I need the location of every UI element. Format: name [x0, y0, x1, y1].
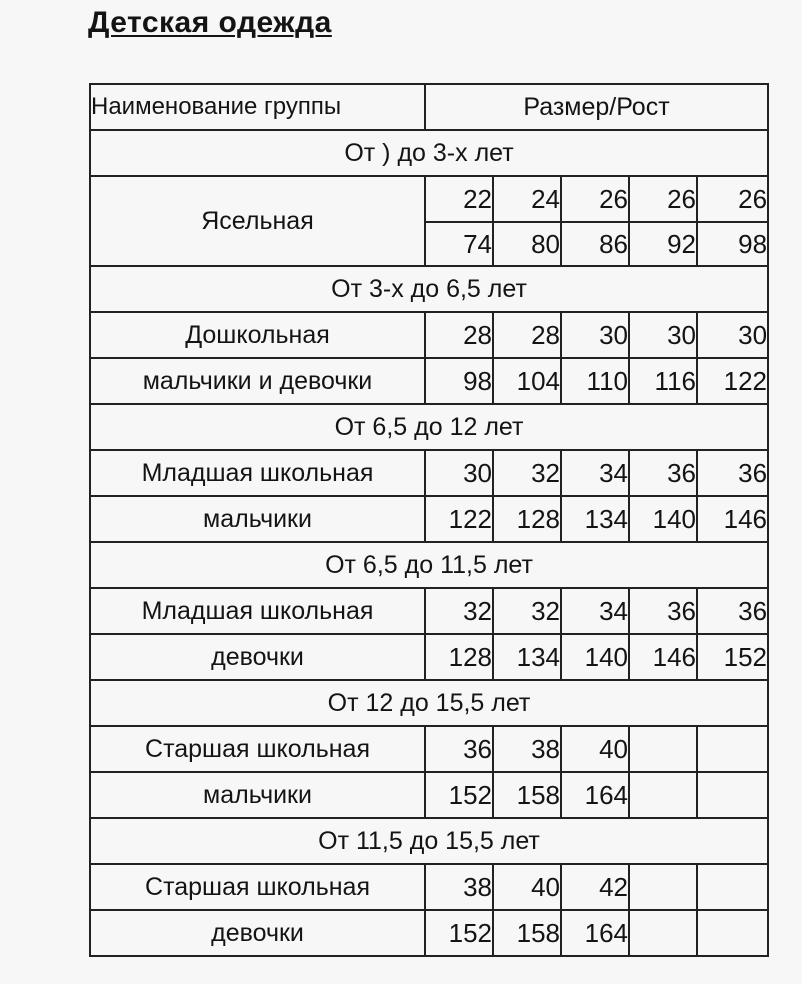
height-cell: 122 — [697, 358, 768, 404]
size-cell: 36 — [697, 588, 768, 634]
size-cell: 28 — [425, 312, 493, 358]
height-cell: 110 — [561, 358, 629, 404]
height-cell: 86 — [561, 222, 629, 266]
height-row — [90, 634, 768, 680]
group-subtitle: мальчики и девочки — [90, 358, 425, 404]
size-cell: 40 — [561, 726, 629, 772]
height-cell: 164 — [561, 772, 629, 818]
group-name: Младшая школьная — [90, 450, 425, 496]
header-row — [90, 84, 768, 130]
height-cell: 152 — [425, 772, 493, 818]
age-band-row — [90, 266, 768, 312]
group-subtitle: девочки — [90, 634, 425, 680]
size-cell: 28 — [493, 312, 561, 358]
height-cell — [697, 910, 768, 956]
height-cell: 134 — [493, 634, 561, 680]
age-band: От 11,5 до 15,5 лет — [90, 818, 768, 864]
size-row — [90, 450, 768, 496]
size-cell: 30 — [697, 312, 768, 358]
size-cell: 32 — [493, 450, 561, 496]
age-band: От 6,5 до 11,5 лет — [90, 542, 768, 588]
group-name: Ясельная — [90, 176, 425, 266]
height-cell: 74 — [425, 222, 493, 266]
age-band-row — [90, 404, 768, 450]
group-subtitle: мальчики — [90, 772, 425, 818]
size-cell: 42 — [561, 864, 629, 910]
height-cell: 92 — [629, 222, 697, 266]
size-cell: 38 — [425, 864, 493, 910]
size-cell: 24 — [493, 176, 561, 222]
size-cell: 30 — [629, 312, 697, 358]
height-cell: 152 — [697, 634, 768, 680]
group-name: Старшая школьная — [90, 864, 425, 910]
size-cell: 34 — [561, 450, 629, 496]
size-row — [90, 588, 768, 634]
height-row — [90, 910, 768, 956]
height-cell: 116 — [629, 358, 697, 404]
height-cell: 98 — [425, 358, 493, 404]
header-size-cell: Размер/Рост — [425, 84, 768, 130]
age-band-row — [90, 130, 768, 176]
size-cell — [629, 726, 697, 772]
size-cell — [629, 864, 697, 910]
size-table — [89, 83, 769, 957]
header-group-cell: Наименование группы — [90, 84, 425, 130]
size-cell: 36 — [629, 588, 697, 634]
size-cell: 26 — [629, 176, 697, 222]
size-cell: 30 — [561, 312, 629, 358]
height-cell: 140 — [629, 496, 697, 542]
size-cell — [697, 726, 768, 772]
group-subtitle: девочки — [90, 910, 425, 956]
height-cell: 134 — [561, 496, 629, 542]
size-cell: 34 — [561, 588, 629, 634]
height-cell: 128 — [425, 634, 493, 680]
size-cell: 32 — [425, 588, 493, 634]
height-cell — [629, 910, 697, 956]
height-cell: 146 — [629, 634, 697, 680]
group-name: Старшая школьная — [90, 726, 425, 772]
size-row — [90, 726, 768, 772]
height-cell — [629, 772, 697, 818]
height-row — [90, 772, 768, 818]
height-cell: 146 — [697, 496, 768, 542]
height-cell: 140 — [561, 634, 629, 680]
group-name: Младшая школьная — [90, 588, 425, 634]
height-row — [90, 496, 768, 542]
height-cell — [697, 772, 768, 818]
age-band-row — [90, 818, 768, 864]
size-cell: 26 — [561, 176, 629, 222]
group-subtitle: мальчики — [90, 496, 425, 542]
size-cell: 30 — [425, 450, 493, 496]
size-cell: 36 — [425, 726, 493, 772]
size-cell: 36 — [629, 450, 697, 496]
size-cell: 38 — [493, 726, 561, 772]
height-cell: 158 — [493, 910, 561, 956]
height-row — [90, 358, 768, 404]
size-cell: 36 — [697, 450, 768, 496]
age-band: От 12 до 15,5 лет — [90, 680, 768, 726]
size-row — [90, 864, 768, 910]
age-band-row — [90, 680, 768, 726]
height-cell: 98 — [697, 222, 768, 266]
size-cell — [697, 864, 768, 910]
size-row — [90, 176, 768, 222]
size-cell: 22 — [425, 176, 493, 222]
group-name: Дошкольная — [90, 312, 425, 358]
size-table-body — [90, 84, 768, 956]
height-cell: 158 — [493, 772, 561, 818]
height-cell: 164 — [561, 910, 629, 956]
page-title: Детская одежда — [88, 6, 332, 39]
age-band-row — [90, 542, 768, 588]
size-row — [90, 312, 768, 358]
height-cell: 122 — [425, 496, 493, 542]
size-cell: 26 — [697, 176, 768, 222]
age-band: От ) до 3-х лет — [90, 130, 768, 176]
age-band: От 6,5 до 12 лет — [90, 404, 768, 450]
height-cell: 104 — [493, 358, 561, 404]
size-cell: 40 — [493, 864, 561, 910]
size-cell: 32 — [493, 588, 561, 634]
age-band: От 3-х до 6,5 лет — [90, 266, 768, 312]
height-cell: 128 — [493, 496, 561, 542]
height-cell: 152 — [425, 910, 493, 956]
height-cell: 80 — [493, 222, 561, 266]
